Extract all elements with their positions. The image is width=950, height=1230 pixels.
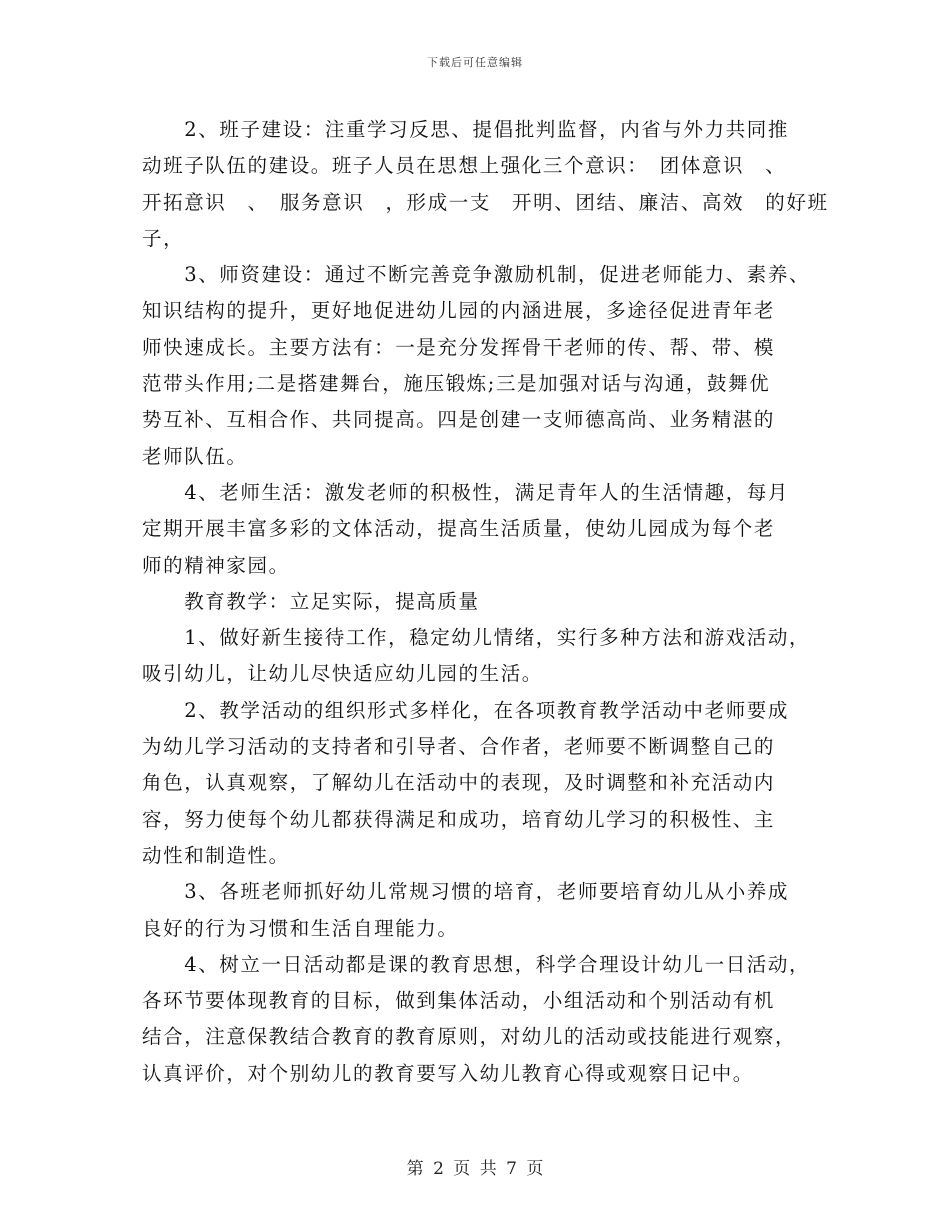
text-line: 开拓意识 、 服务意识 ，形成一支 开明、团结、廉洁、高效 的好班 [142, 190, 829, 214]
text-line: 定期开展丰富多彩的文体活动，提高生活质量，使幼儿园成为每个老 [142, 517, 776, 541]
text-line: 3、各班老师抓好幼儿常规习惯的培育，老师要培育幼儿从小养成 [142, 880, 790, 904]
text-line: 良好的行为习惯和生活自理能力。 [142, 916, 459, 940]
text-line: 势互补、互相合作、共同提高。四是创建一支师德高尚、业务精湛的 [142, 408, 776, 432]
section-heading: 教育教学：立足实际，提高质量 [142, 589, 480, 613]
text-line: 动班子队伍的建设。班子人员在思想上强化三个意识： 团体意识 、 [142, 154, 787, 178]
text-line: 2、班子建设：注重学习反思、提倡批判监督，内省与外力共同推 [142, 118, 790, 141]
page-number-footer: 第 2 页 共 7 页 [406, 1159, 544, 1179]
text-line: 认真评价，对个别幼儿的教育要写入幼儿教育心得或观察日记中。 [142, 1061, 754, 1085]
text-line: 为幼儿学习活动的支持者和引导者、合作者，老师要不断调整自己的 [142, 735, 776, 759]
text-line: 动性和制造性。 [142, 843, 290, 867]
text-line: 3、师资建设：通过不断完善竞争激励机制，促进老师能力、素养、 [142, 263, 811, 287]
text-line: 范带头作用;二是搭建舞台，施压锻炼;三是加强对话与沟通，鼓舞优 [142, 372, 771, 396]
text-line: 1、做好新生接待工作，稳定幼儿情绪，实行多种方法和游戏活动， [142, 626, 811, 650]
text-line: 老师队伍。 [142, 444, 248, 468]
text-line: 吸引幼儿，让幼儿尽快适应幼儿园的生活。 [142, 662, 543, 686]
text-line: 师的精神家园。 [142, 553, 290, 577]
text-line: 4、老师生活：激发老师的积极性，满足青年人的生活情趣，每月 [142, 480, 790, 504]
text-line: 师快速成长。主要方法有：一是充分发挥骨干老师的传、帮、带、模 [142, 335, 776, 359]
text-line: 角色，认真观察，了解幼儿在活动中的表现，及时调整和补充活动内 [142, 771, 776, 795]
page-header: 下载后可任意编辑 [427, 56, 523, 69]
text-line: 4、树立一日活动都是课的教育思想，科学合理设计幼儿一日活动， [142, 952, 811, 976]
text-line: 各环节要体现教育的目标，做到集体活动，小组活动和个别活动有机 [142, 989, 776, 1013]
text-line: 结合，注意保教结合教育的教育原则，对幼儿的活动或技能进行观察， [142, 1025, 797, 1049]
text-line: 子， [142, 226, 185, 250]
text-line: 知识结构的提升，更好地促进幼儿园的内涵进展，多途径促进青年老 [142, 299, 776, 323]
text-line: 容，努力使每个幼儿都获得满足和成功，培育幼儿学习的积极性、主 [142, 807, 776, 831]
text-line: 2、教学活动的组织形式多样化，在各项教育教学活动中老师要成 [142, 698, 790, 722]
document-body [142, 112, 829, 1092]
